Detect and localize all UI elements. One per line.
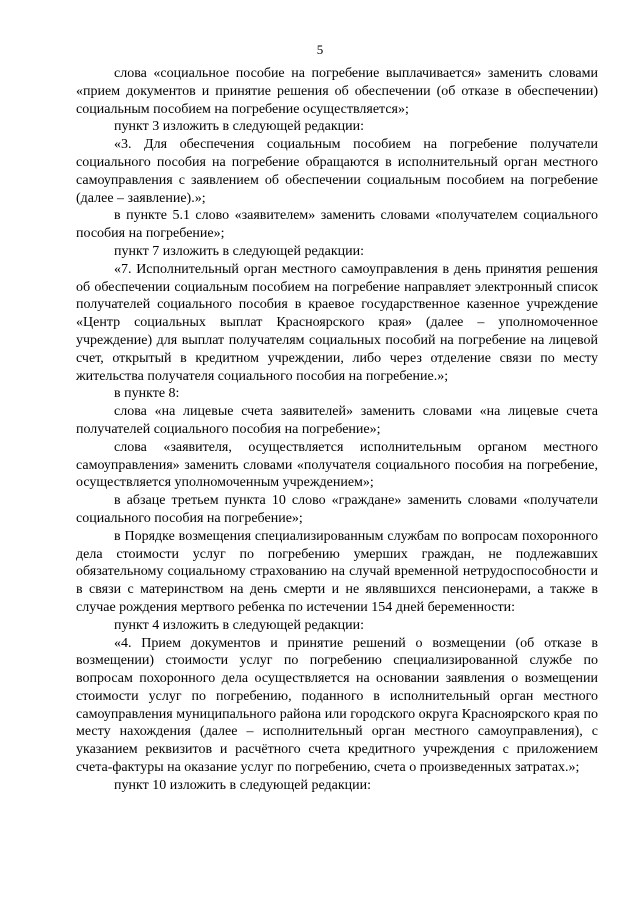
paragraph: в пункте 5.1 слово «заявителем» заменить словами «получателем социального пособия на погребение»; (76, 208, 598, 242)
paragraph: слова «социальное пособие на погребение выплачивается» заменить словами «прием документов и принятие решения об обеспечении (об отказе в обеспечении) социальным пособием на погребение осуществляется»; (76, 66, 598, 117)
paragraph: в Порядке возмещения специализированным службам по вопросам похоронного дела стоимости услуг по погребению умерших граждан, не подлежавших обязательному социальному страхованию на случай временной нетрудоспособности и в связи с материнством на день смерти и не являвшихся пенсионерами, а также в случае рождения мертвого ребенка по истечении 154 дней беременности: (76, 528, 598, 615)
paragraph: пункт 10 изложить в следующей редакции: (114, 777, 371, 793)
paragraph: в пункте 8: (114, 386, 180, 402)
page-number: 5 (316, 42, 324, 57)
paragraph: пункт 3 изложить в следующей редакции: (114, 119, 364, 135)
paragraph: пункт 4 изложить в следующей редакции: (114, 617, 364, 633)
paragraph: слова «на лицевые счета заявителей» заменить словами «на лицевые счета получателей социального пособия на погребение»; (76, 404, 598, 437)
paragraph: слова «заявителя, осуществляется исполнительным органом местного самоуправления» заменить словами «получателя социального пособия на погребение, осуществляется уполномоченным учреждением»; (76, 439, 598, 491)
paragraph: «3. Для обеспечения социальным пособием на погребение получатели социального пособия на погребение обращаются в исполнительный орган местного самоуправления с заявлением об обеспечении социальным пособием на погребение (далее – заявление).»; (76, 137, 598, 206)
paragraph: в абзаце третьем пункта 10 слово «граждане» заменить словами «получатели социального пособия на погребение»; (76, 493, 598, 526)
document-body (76, 65, 598, 795)
paragraph: «7. Исполнительный орган местного самоуправления в день принятия решения об обеспечении социальным пособием на погребение направляет электронный список получателей социального пособия в краевое государственное казенное учреждение «Центр социальных выплат Красноярского края» (далее – уполномоченное учреждение) для выплат получателям социальных пособий на погребение на лицевой счет, открытый в кредитном учреждении, либо через отделение связи по месту жительства получателя социального пособия на погребение.»; (76, 261, 598, 384)
paragraph: «4. Прием документов и принятие решений о возмещении (об отказе в возмещении) стоимости услуг по погребению специализированной службе по вопросам похоронного дела осуществляется на основании заявления о возмещении стоимости услуг по погребению, поданного в исполнительный орган местного самоуправления муниципального района или городского округа Красноярского края по месту нахождения (далее – исполнительный орган местного самоуправления), с указанием реквизитов и расчётного счета кредитного учреждения с приложением счета-фактуры на оказание услуг по погребению, счета о произведенных затратах.»; (76, 635, 598, 776)
paragraph: пункт 7 изложить в следующей редакции: (114, 243, 364, 259)
